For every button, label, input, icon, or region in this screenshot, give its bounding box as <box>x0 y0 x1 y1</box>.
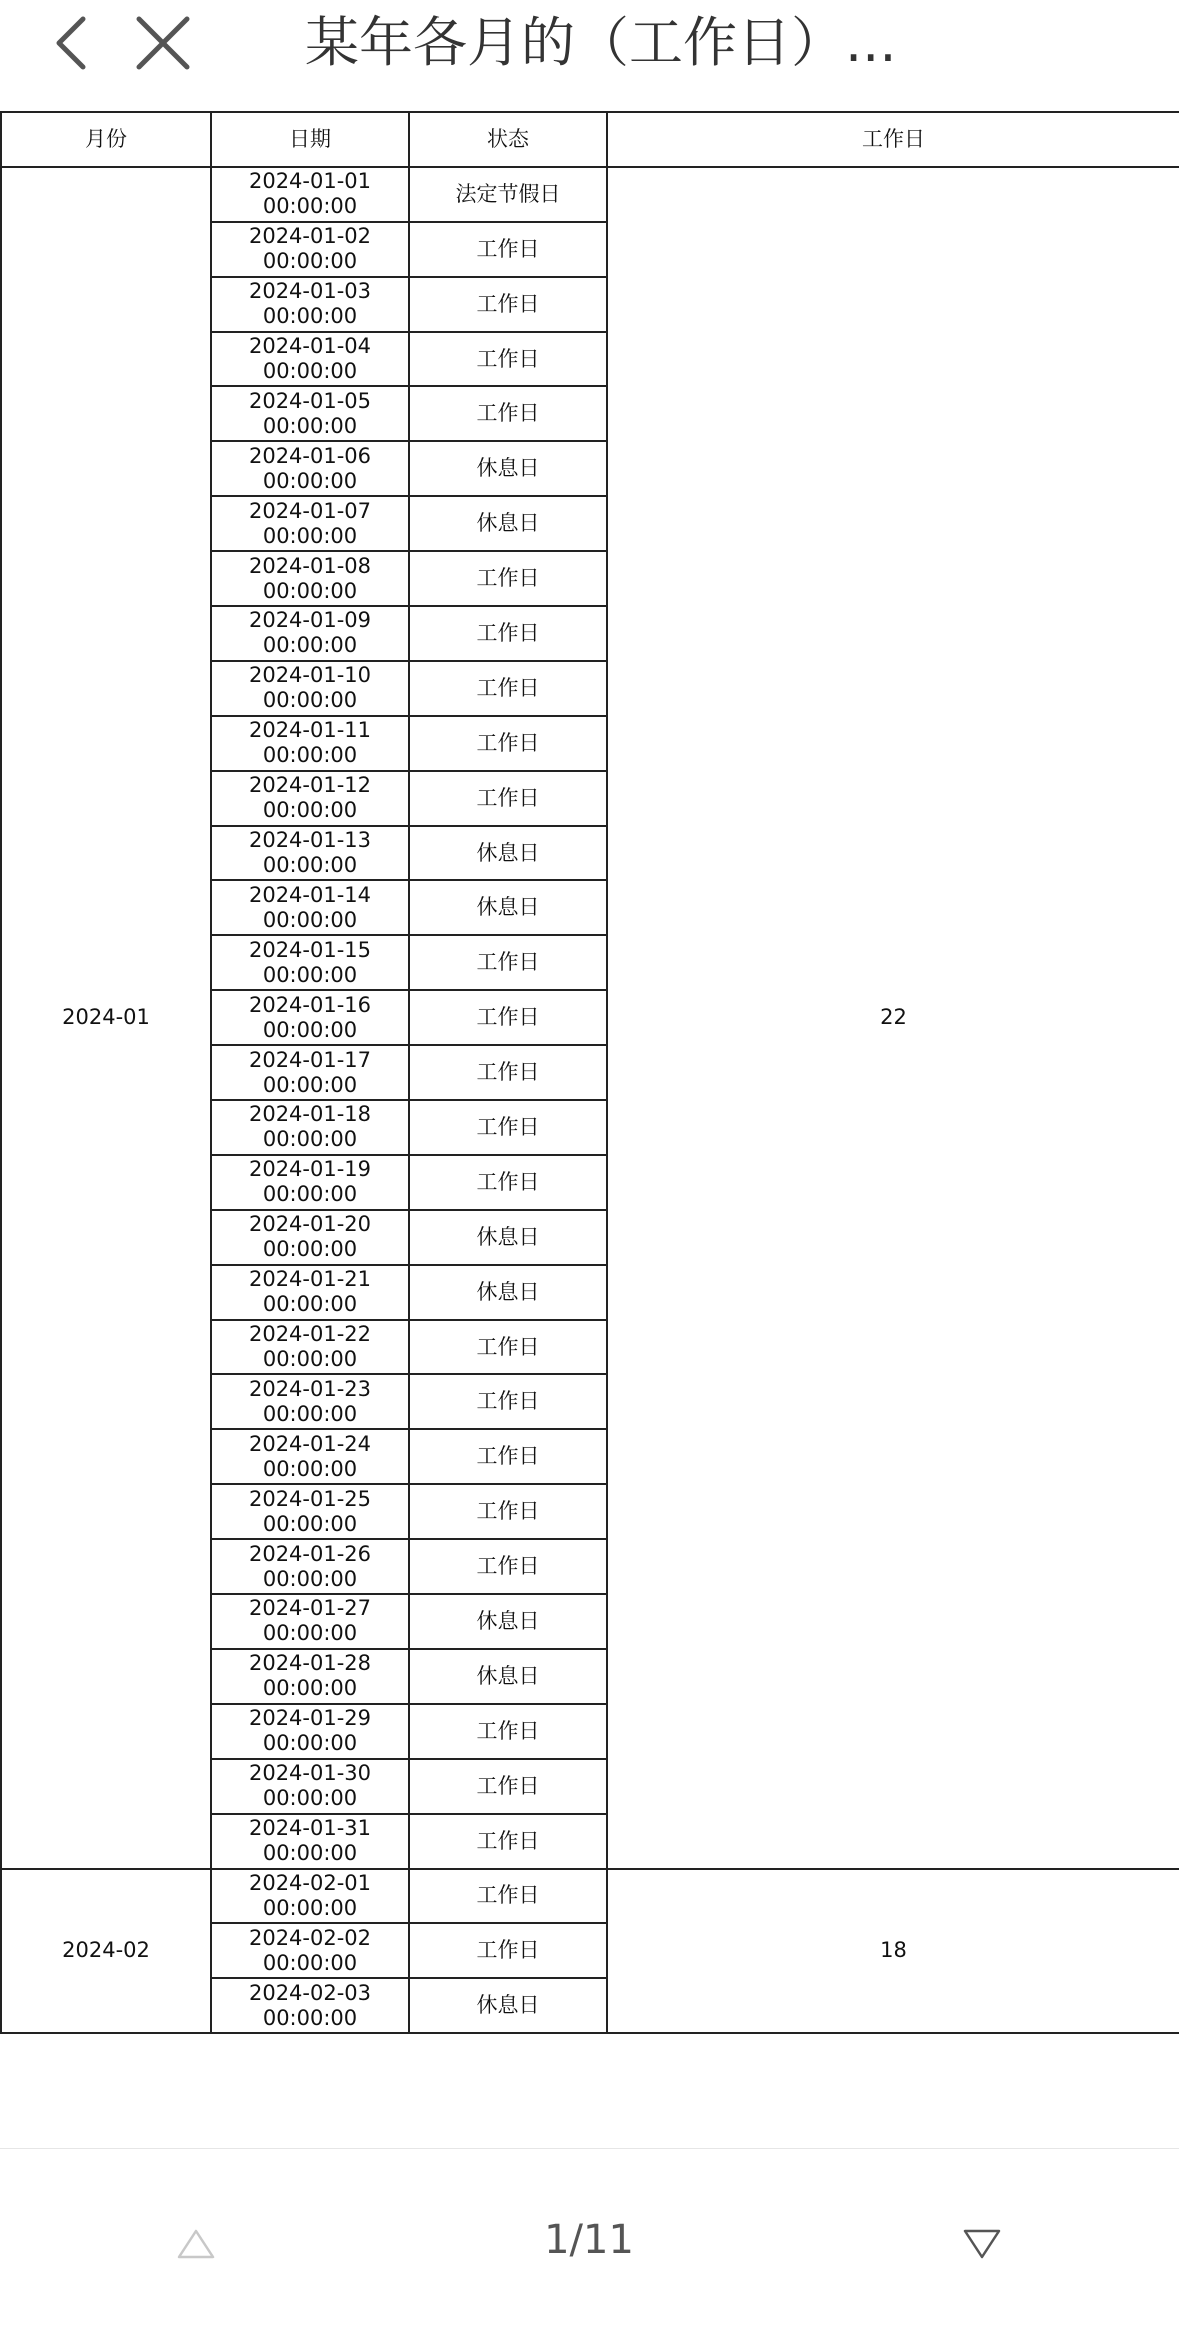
status-cell: 工作日 <box>409 1539 607 1594</box>
date-text: 2024-01-22 <box>248 1322 372 1347</box>
time-text: 00:00:00 <box>262 1072 358 1097</box>
time-text: 00:00:00 <box>262 523 358 548</box>
date-cell <box>211 661 409 716</box>
date-text: 2024-01-31 <box>248 1816 372 1841</box>
date-cell <box>211 441 409 496</box>
date-cell <box>211 1210 409 1265</box>
date-text: 2024-01-06 <box>248 443 372 468</box>
column-header-status: 状态 <box>409 112 607 167</box>
chevron-left-icon <box>51 15 91 71</box>
status-cell: 工作日 <box>409 1429 607 1484</box>
table-container <box>0 111 1179 2034</box>
previous-page-button[interactable] <box>156 2204 236 2284</box>
status-cell: 休息日 <box>409 1210 607 1265</box>
date-text: 2024-01-12 <box>248 773 372 798</box>
date-cell <box>211 1045 409 1100</box>
time-text: 00:00:00 <box>262 1895 358 1920</box>
date-cell <box>211 1704 409 1759</box>
status-cell: 休息日 <box>409 441 607 496</box>
date-text: 2024-01-18 <box>248 1102 372 1127</box>
status-cell: 休息日 <box>409 1594 607 1649</box>
status-cell: 休息日 <box>409 496 607 551</box>
status-cell: 工作日 <box>409 661 607 716</box>
date-text: 2024-01-21 <box>248 1267 372 1292</box>
date-text: 2024-01-15 <box>248 937 372 962</box>
date-cell <box>211 1814 409 1869</box>
status-cell: 工作日 <box>409 332 607 387</box>
time-text: 00:00:00 <box>262 359 358 383</box>
back-button[interactable] <box>36 8 106 78</box>
date-text: 2024-01-28 <box>248 1651 372 1676</box>
status-cell: 工作日 <box>409 1814 607 1869</box>
status-cell: 工作日 <box>409 771 607 826</box>
date-cell <box>211 1978 409 2033</box>
close-icon <box>135 15 191 71</box>
status-cell: 工作日 <box>409 1869 607 1924</box>
status-cell: 工作日 <box>409 1100 607 1155</box>
time-text: 00:00:00 <box>262 413 358 438</box>
date-cell <box>211 1265 409 1320</box>
page-title: 某年各月的（工作日）... <box>305 11 897 74</box>
date-cell <box>211 1594 409 1649</box>
column-header-workdays: 工作日 <box>607 112 1179 167</box>
time-text: 00:00:00 <box>262 1182 358 1207</box>
date-text: 2024-01-29 <box>248 1706 372 1731</box>
next-page-button[interactable] <box>942 2204 1022 2284</box>
date-text: 2024-01-26 <box>248 1541 372 1566</box>
date-cell <box>211 990 409 1045</box>
time-text: 00:00:00 <box>262 1237 358 1262</box>
time-text: 00:00:00 <box>262 1841 358 1866</box>
date-text: 2024-01-11 <box>248 718 372 743</box>
time-text: 00:00:00 <box>262 1456 358 1481</box>
date-text: 2024-01-23 <box>248 1376 372 1401</box>
time-text: 00:00:00 <box>262 578 358 603</box>
status-cell: 工作日 <box>409 1155 607 1210</box>
time-text: 00:00:00 <box>262 1017 358 1042</box>
time-text: 00:00:00 <box>262 1347 358 1372</box>
date-text: 2024-01-24 <box>248 1431 372 1456</box>
date-cell <box>211 1539 409 1594</box>
status-cell: 工作日 <box>409 1320 607 1375</box>
date-text: 2024-02-03 <box>248 1980 372 2005</box>
close-button[interactable] <box>128 8 198 78</box>
date-text: 2024-01-02 <box>248 224 372 249</box>
date-cell <box>211 1759 409 1814</box>
date-cell <box>211 1484 409 1539</box>
date-cell <box>211 935 409 990</box>
date-cell <box>211 606 409 661</box>
time-text: 00:00:00 <box>262 1127 358 1152</box>
time-text: 00:00:00 <box>262 1950 358 1975</box>
date-cell <box>211 1374 409 1429</box>
workdays-count-cell: 22 <box>607 167 1179 1869</box>
date-text: 2024-01-09 <box>248 608 372 633</box>
table-header-row <box>1 112 1179 167</box>
time-text: 00:00:00 <box>262 907 358 932</box>
time-text: 00:00:00 <box>262 194 358 219</box>
date-text: 2024-01-25 <box>248 1486 372 1511</box>
status-cell: 工作日 <box>409 716 607 771</box>
date-text: 2024-01-14 <box>248 882 372 907</box>
status-cell: 法定节假日 <box>409 167 607 222</box>
time-text: 00:00:00 <box>262 853 358 878</box>
date-text: 2024-01-17 <box>248 1047 372 1072</box>
date-text: 2024-02-02 <box>248 1925 372 1950</box>
time-text: 00:00:00 <box>262 743 358 768</box>
date-text: 2024-01-20 <box>248 1212 372 1237</box>
date-cell <box>211 826 409 881</box>
time-text: 00:00:00 <box>262 1731 358 1756</box>
date-text: 2024-01-08 <box>248 553 372 578</box>
status-cell: 休息日 <box>409 1649 607 1704</box>
top-bar <box>0 0 1179 90</box>
date-text: 2024-01-30 <box>248 1761 372 1786</box>
status-cell: 休息日 <box>409 1265 607 1320</box>
date-cell <box>211 1155 409 1210</box>
column-header-month: 月份 <box>1 112 211 167</box>
status-cell: 工作日 <box>409 990 607 1045</box>
status-cell: 工作日 <box>409 1374 607 1429</box>
time-text: 00:00:00 <box>262 249 358 274</box>
time-text: 00:00:00 <box>262 1676 358 1701</box>
status-cell: 工作日 <box>409 1045 607 1100</box>
date-text: 2024-01-05 <box>248 388 372 413</box>
time-text: 00:00:00 <box>262 304 358 329</box>
status-cell: 休息日 <box>409 1978 607 2033</box>
status-cell: 休息日 <box>409 880 607 935</box>
status-cell: 工作日 <box>409 1484 607 1539</box>
date-cell <box>211 332 409 387</box>
status-cell: 工作日 <box>409 222 607 277</box>
status-cell: 工作日 <box>409 1759 607 1814</box>
page-indicator: 1/11 <box>544 2217 634 2263</box>
time-text: 00:00:00 <box>262 633 358 658</box>
date-cell <box>211 1429 409 1484</box>
date-cell <box>211 222 409 277</box>
status-cell: 工作日 <box>409 606 607 661</box>
date-text: 2024-01-16 <box>248 992 372 1017</box>
date-text: 2024-01-19 <box>248 1157 372 1182</box>
time-text: 00:00:00 <box>262 1292 358 1317</box>
date-text: 2024-01-04 <box>248 334 372 358</box>
date-cell <box>211 496 409 551</box>
date-cell <box>211 277 409 332</box>
triangle-down-icon <box>962 2228 1002 2260</box>
table-row <box>1 167 1179 222</box>
date-text: 2024-01-07 <box>248 498 372 523</box>
date-text: 2024-01-13 <box>248 828 372 853</box>
time-text: 00:00:00 <box>262 1786 358 1811</box>
time-text: 00:00:00 <box>262 1566 358 1591</box>
time-text: 00:00:00 <box>262 798 358 823</box>
date-text: 2024-02-01 <box>248 1870 372 1895</box>
time-text: 00:00:00 <box>262 468 358 493</box>
table-body <box>1 167 1179 2033</box>
column-header-date: 日期 <box>211 112 409 167</box>
status-cell: 工作日 <box>409 277 607 332</box>
date-cell <box>211 1869 409 1924</box>
triangle-up-icon <box>176 2228 216 2260</box>
date-cell <box>211 771 409 826</box>
status-cell: 工作日 <box>409 386 607 441</box>
time-text: 00:00:00 <box>262 688 358 713</box>
time-text: 00:00:00 <box>262 1401 358 1426</box>
date-cell <box>211 880 409 935</box>
pagination-bar <box>0 2148 1179 2337</box>
date-text: 2024-01-27 <box>248 1596 372 1621</box>
date-cell <box>211 386 409 441</box>
time-text: 00:00:00 <box>262 962 358 987</box>
month-cell: 2024-02 <box>1 1869 211 2034</box>
date-cell <box>211 1923 409 1978</box>
status-cell: 休息日 <box>409 826 607 881</box>
date-cell <box>211 551 409 606</box>
date-cell <box>211 167 409 222</box>
date-cell <box>211 1320 409 1375</box>
time-text: 00:00:00 <box>262 1621 358 1646</box>
workday-table <box>0 111 1179 2034</box>
date-text: 2024-01-10 <box>248 663 372 688</box>
table-row <box>1 1869 1179 1924</box>
status-cell: 工作日 <box>409 551 607 606</box>
status-cell: 工作日 <box>409 1704 607 1759</box>
date-text: 2024-01-03 <box>248 279 372 304</box>
status-cell: 工作日 <box>409 935 607 990</box>
status-cell: 工作日 <box>409 1923 607 1978</box>
month-cell: 2024-01 <box>1 167 211 1869</box>
time-text: 00:00:00 <box>262 2005 358 2030</box>
time-text: 00:00:00 <box>262 1511 358 1536</box>
date-text: 2024-01-01 <box>248 169 372 194</box>
date-cell <box>211 716 409 771</box>
date-cell <box>211 1100 409 1155</box>
date-cell <box>211 1649 409 1704</box>
workdays-count-cell: 18 <box>607 1869 1179 2034</box>
